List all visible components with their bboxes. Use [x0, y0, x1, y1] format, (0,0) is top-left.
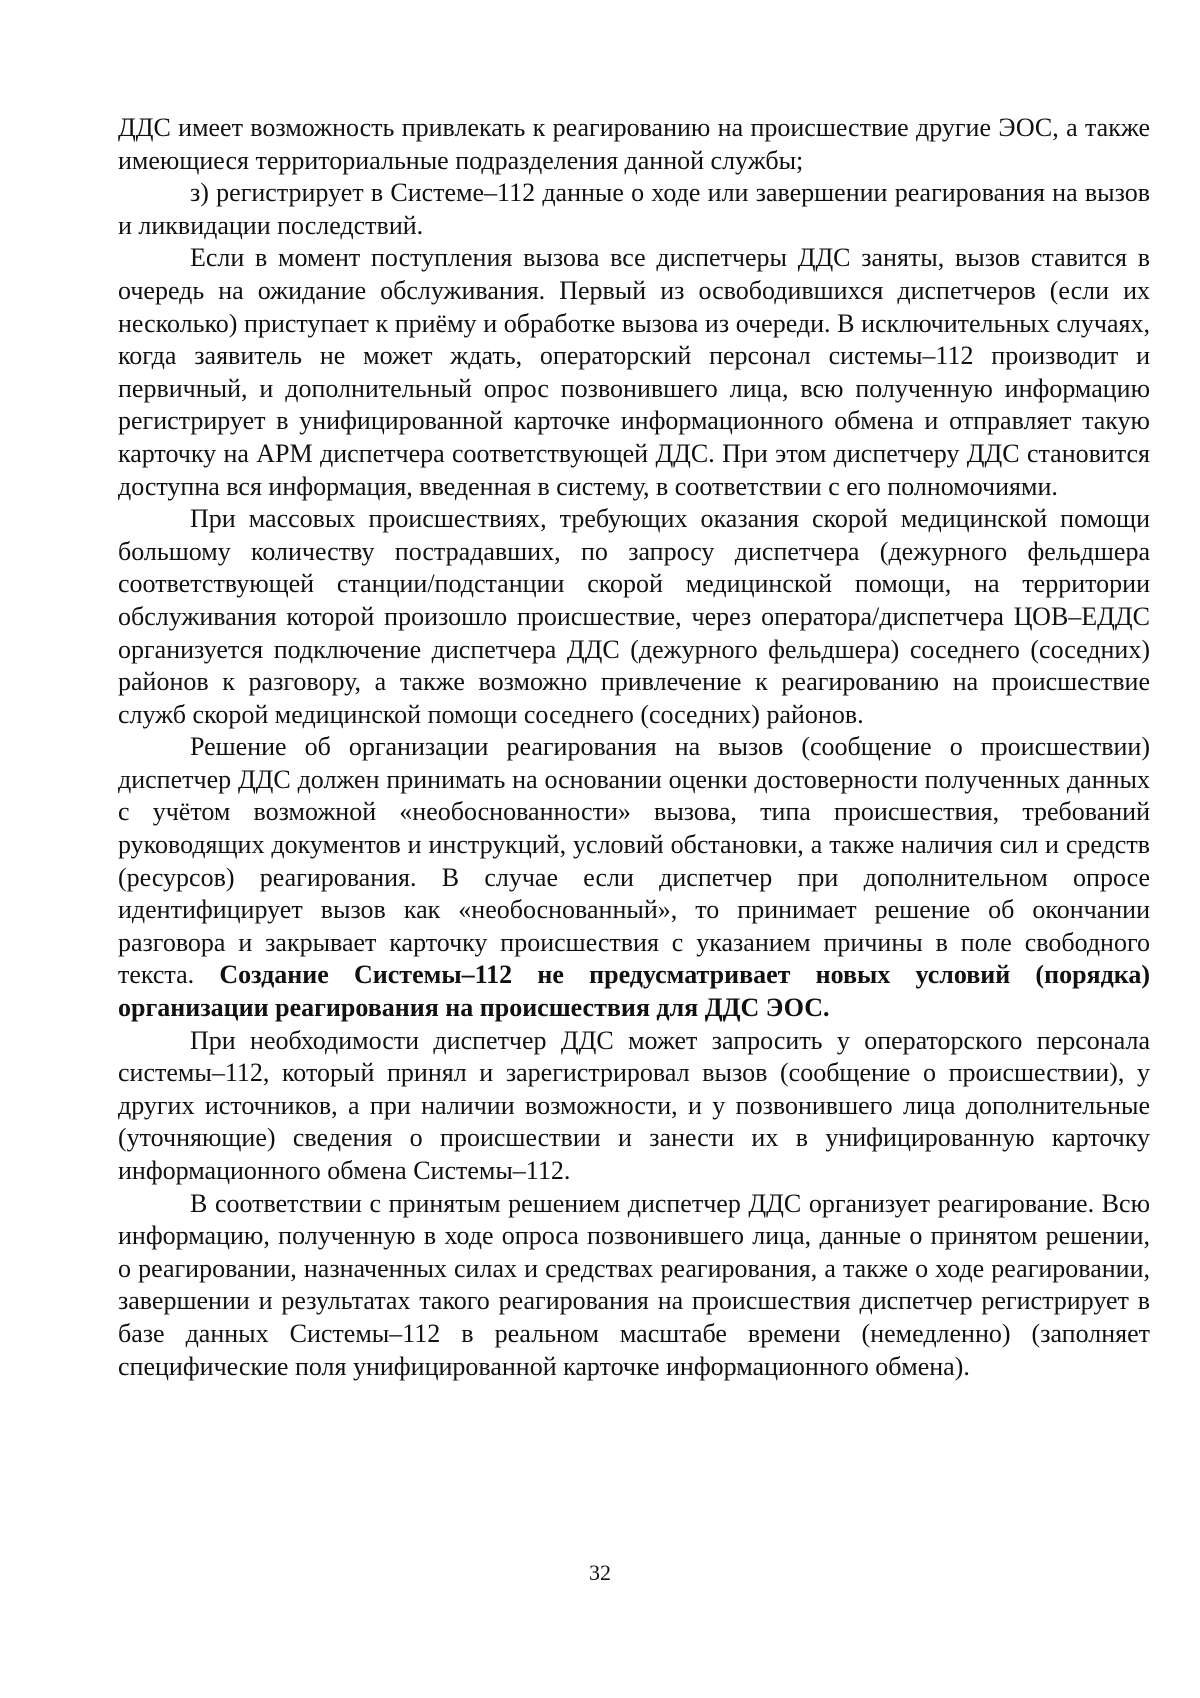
paragraph-call-queue: Если в момент поступления вызова все диспетчеры ДДС заняты, вызов ставится в очередь на ожидание обслуживания. Первый из освободившихся диспетчеров (если их несколько) приступает к приёму и обработке вызова из очереди. В исключительных случаях, когда заявитель не может ждать, операторский персонал системы–112 производит и первичный, и дополнительный опрос позвонившего лица, всю полученную информацию регистрирует в унифицированной карточке информационного обмена и отправляет такую карточку на АРМ диспетчера соответствующей ДДС. При этом диспетчеру ДДС становится доступна вся информация, введенная в систему, в соответствии с его полномочиями. — [118, 243, 1150, 501]
paragraph-additional-request: При необходимости диспетчер ДДС может запросить у операторского персонала системы–112, который принял и зарегистрировал вызов (сообщение о происшествии), у других источников, а при наличии возможности, и у позвонившего лица дополнительные (уточняющие) сведения о происшествии и занести их в унифицированную карточку информационного обмена Системы–112. — [118, 1025, 1150, 1185]
paragraph-response-decision-bold: Создание Системы–112 не предусматривает новых условий (порядка) организации реагирования на происшествия для ДДС ЭОС. — [118, 960, 1150, 1023]
paragraph-response-decision-text: Решение об организации реагирования на вызов (сообщение о происшествии) диспетчер ДДС должен принимать на основании оценки достоверности полученных данных с учётом возможной «необоснованности» вызова, типа происшествия, требований руководящих документов и инструкций, условий обстановки, а также наличия сил и средств (ресурсов) реагирования. В случае если диспетчер при дополнительном опросе идентифицирует вызов как «необоснованный», то принимает решение об окончании разговора и закрывает карточку происшествия с указанием причины в поле свободного текста. — [118, 732, 1150, 990]
paragraph-item-z: з) регистрирует в Системе–112 данные о ходе или завершении реагирования на вызов и ликвидации последствий. — [118, 178, 1150, 240]
page-number: 32 — [589, 1560, 611, 1585]
paragraph-response-registration: В соответствии с принятым решением диспетчер ДДС организует реагирование. Всю информацию, полученную в ходе опроса позвонившего лица, данные о принятом решении, о реагировании, назначенных силах и средствах реагирования, а также о ходе реагировании, завершении и результатах такого реагирования на происшествия диспетчер регистрирует в базе данных Системы–112 в реальном масштабе времени (немедленно) (заполняет специфические поля унифицированной карточке информационного обмена). — [118, 1188, 1150, 1381]
paragraph-response-decision — [118, 731, 1150, 1024]
document-page — [118, 112, 1150, 1383]
paragraph-continuation: ДДС имеет возможность привлекать к реагированию на происшествие другие ЭОС, а также имеющиеся территориальные подразделения данной службы; — [118, 113, 1150, 175]
paragraph-mass-incidents: При массовых происшествиях, требующих оказания скорой медицинской помощи большому количеству пострадавших, по запросу диспетчера (дежурного фельдшера соответствующей станции/подстанции скорой медицинской помощи, на территории обслуживания которой произошло происшествие, через оператора/диспетчера ЦОВ–ЕДДС организуется подключение диспетчера ДДС (дежурного фельдшера) соседнего (соседних) районов к разговору, а также возможно привлечение к реагированию на происшествие служб скорой медицинской помощи соседнего (соседних) районов. — [118, 504, 1150, 729]
